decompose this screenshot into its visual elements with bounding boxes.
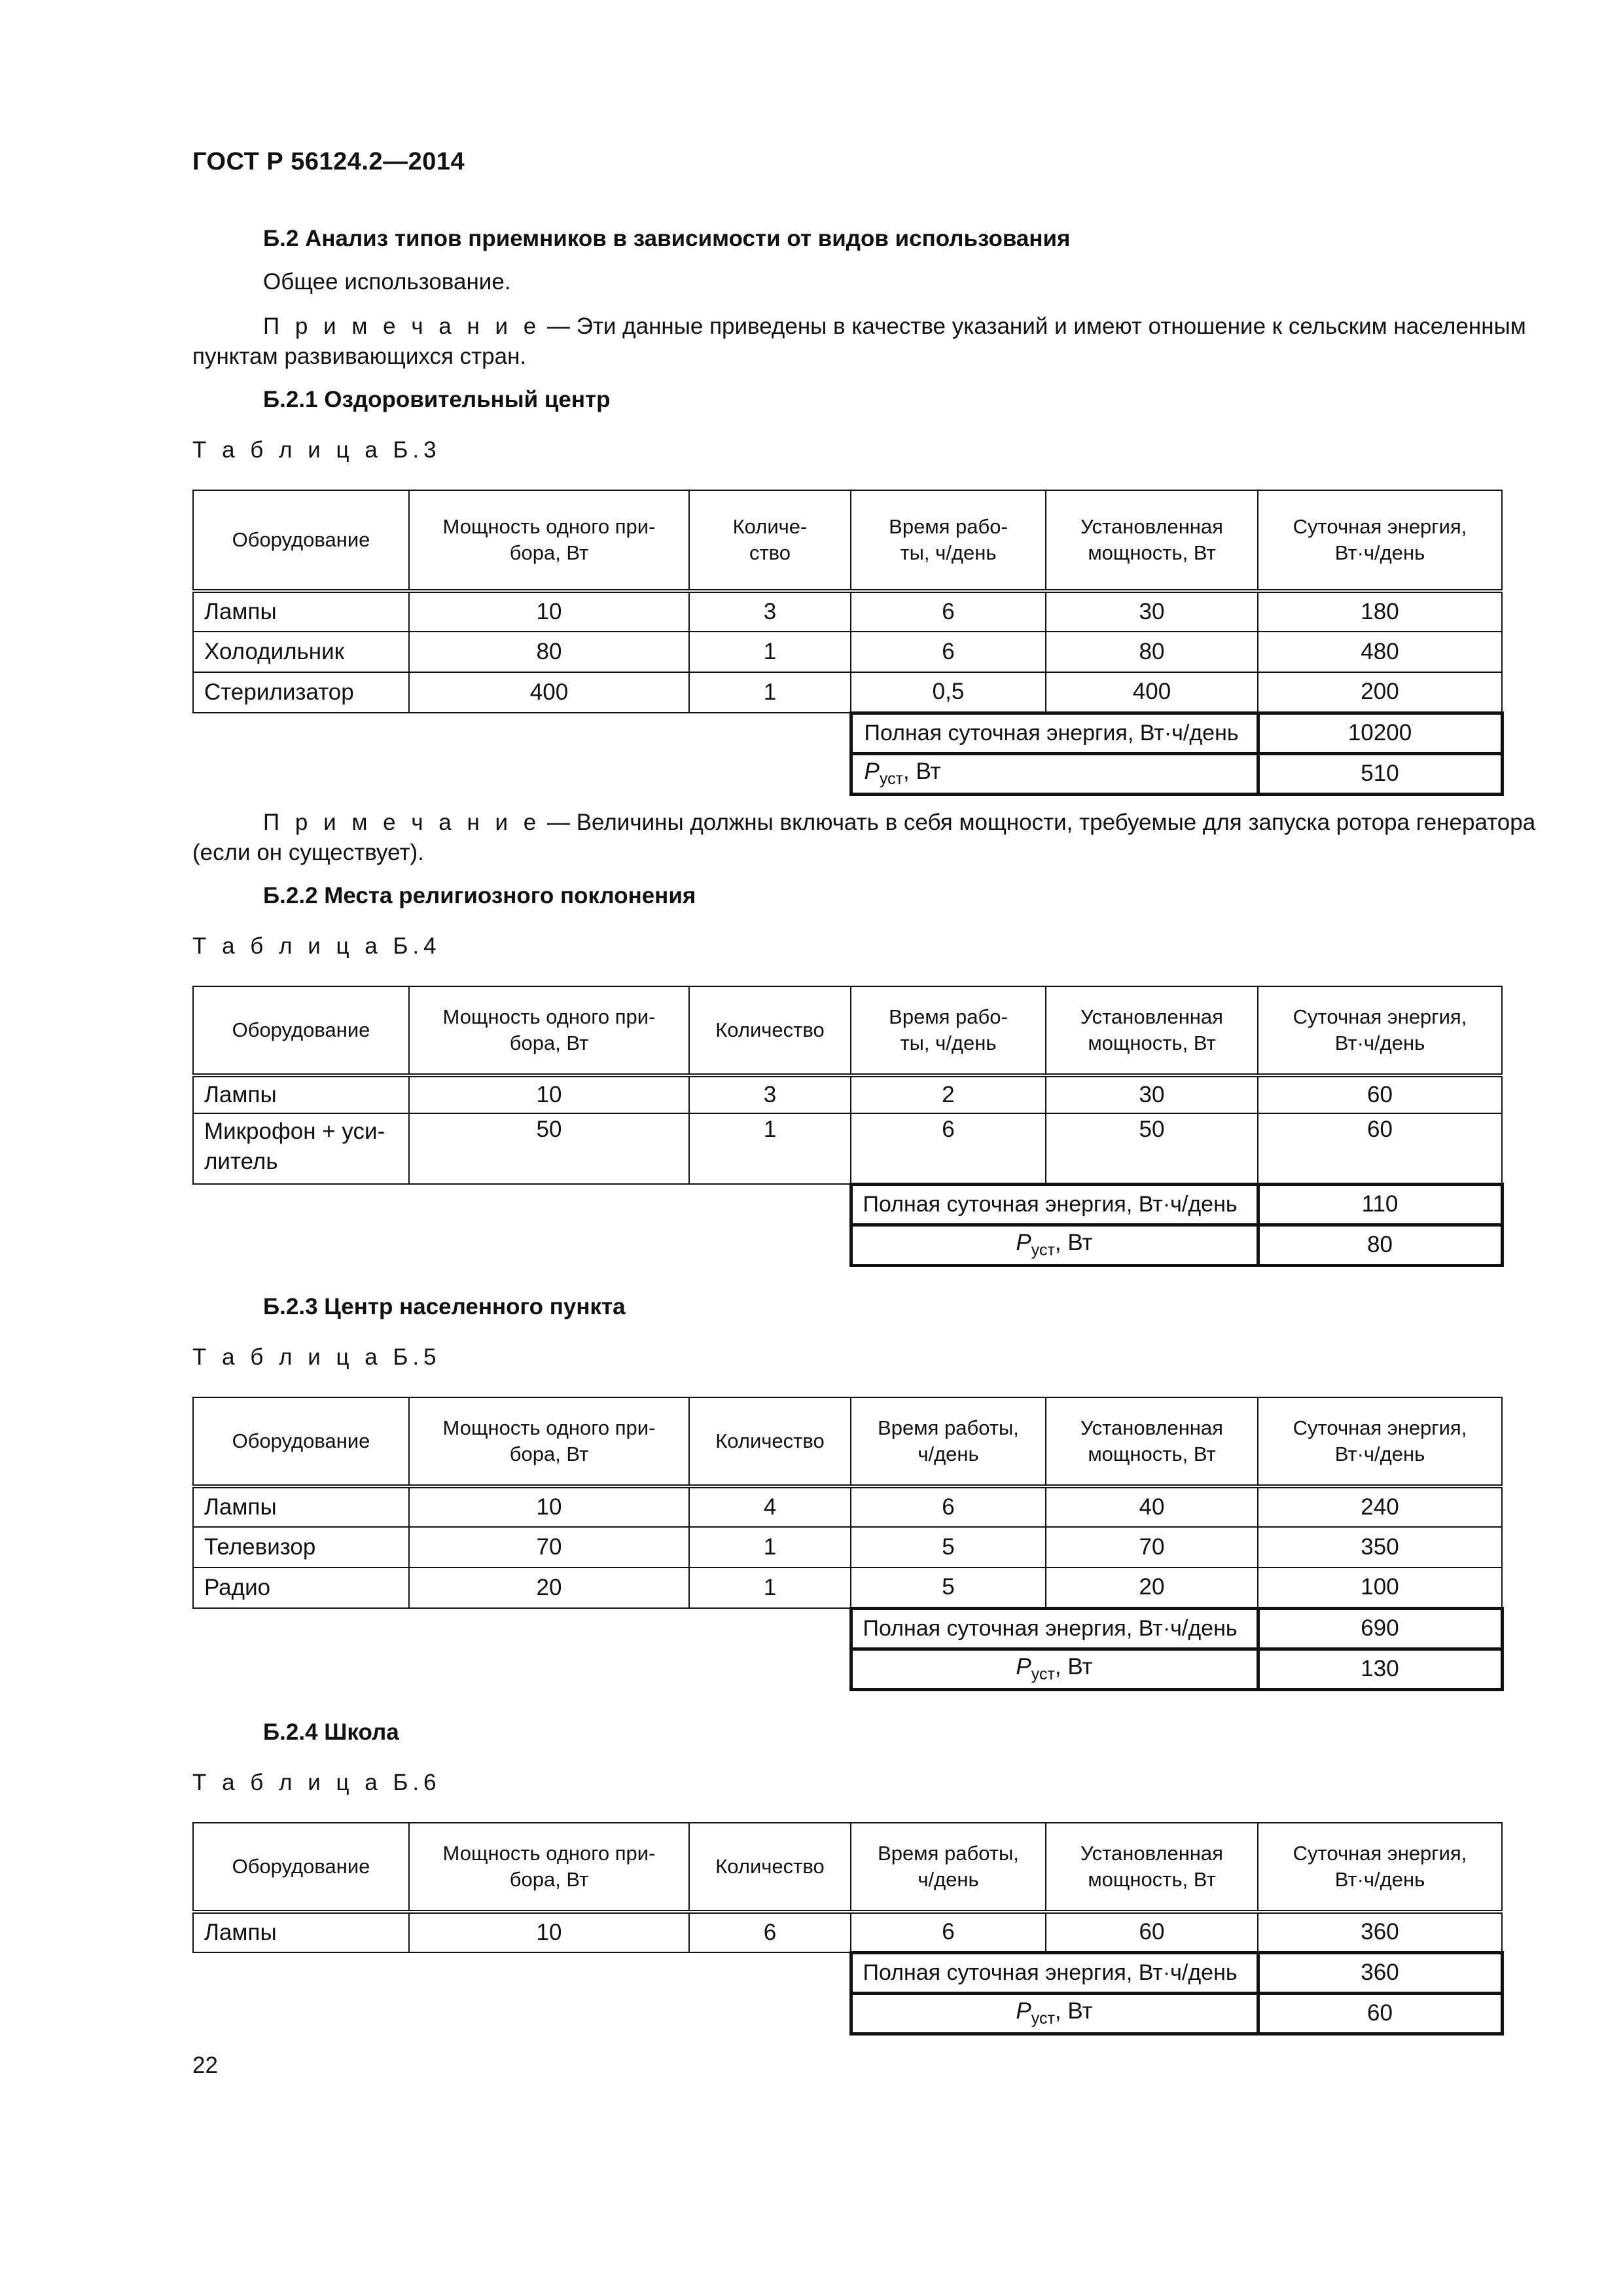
col-qty-line-2: ство bbox=[749, 541, 791, 564]
cell-equipment: Радио bbox=[193, 1568, 409, 1608]
note-2-line-2: (если он существует). bbox=[192, 840, 424, 865]
note-1-line-2: пунктам развивающихся стран. bbox=[192, 344, 527, 369]
col-time-line-2: ты, ч/день bbox=[900, 541, 997, 564]
col-equipment: Оборудование bbox=[193, 490, 409, 591]
table-b5 bbox=[192, 1397, 1504, 1691]
col-inst-line-2: мощность, Вт bbox=[1088, 1443, 1216, 1465]
cell-equipment: Лампы bbox=[193, 1486, 409, 1527]
cell-qty: 1 bbox=[689, 1113, 851, 1184]
total-energy-value: 10200 bbox=[1258, 713, 1502, 753]
cell-equipment: Лампы bbox=[193, 1912, 409, 1952]
cell-equipment: Стерилизатор bbox=[193, 672, 409, 713]
table-header-row bbox=[193, 490, 1502, 591]
cell-equipment: Холодильник bbox=[193, 632, 409, 672]
table-b3 bbox=[192, 490, 1504, 796]
col-daily-line-1: Суточная энергия, bbox=[1293, 515, 1467, 538]
cell-time: 6 bbox=[851, 591, 1046, 632]
p-unit: , Вт bbox=[1054, 1654, 1093, 1679]
col-power bbox=[409, 1397, 689, 1486]
p-subscript: уст bbox=[1031, 2009, 1055, 2028]
installed-power-value: 80 bbox=[1258, 1225, 1502, 1265]
p-unit: , Вт bbox=[1054, 1998, 1093, 2024]
col-daily-line-2: Вт·ч/день bbox=[1334, 1443, 1425, 1465]
installed-power-value: 510 bbox=[1258, 753, 1502, 794]
table-row bbox=[193, 672, 1502, 713]
note-1-prefix: П р и м е ч а н и е bbox=[263, 314, 541, 339]
col-installed bbox=[1046, 1823, 1258, 1912]
col-daily-line-1: Суточная энергия, bbox=[1293, 1005, 1467, 1028]
installed-power-row bbox=[193, 1649, 1502, 1689]
col-time bbox=[851, 1823, 1046, 1912]
p-unit: , Вт bbox=[903, 759, 941, 784]
col-time-line-1: Время работы, bbox=[878, 1842, 1019, 1865]
installed-power-value: 60 bbox=[1258, 1993, 1502, 2034]
note-1-text: — Эти данные приведены в качестве указаний и имеют отношение к сельским населенным bbox=[541, 314, 1526, 339]
installed-power-value: 130 bbox=[1258, 1649, 1502, 1689]
col-daily bbox=[1258, 1823, 1502, 1912]
total-energy-row bbox=[193, 713, 1502, 753]
cell-time: 0,5 bbox=[851, 672, 1046, 713]
cell-installed: 20 bbox=[1046, 1568, 1258, 1608]
col-installed bbox=[1046, 986, 1258, 1075]
col-power-line-1: Мощность одного при- bbox=[442, 1005, 656, 1028]
col-quantity: Количество bbox=[689, 1397, 851, 1486]
cell-installed: 60 bbox=[1046, 1912, 1258, 1952]
cell-power: 10 bbox=[409, 1075, 689, 1113]
cell-time: 5 bbox=[851, 1527, 1046, 1568]
empty-cell bbox=[193, 1952, 851, 1993]
cell-daily: 200 bbox=[1258, 672, 1502, 713]
cell-daily: 360 bbox=[1258, 1912, 1502, 1952]
col-time-line-2: ты, ч/день bbox=[900, 1031, 997, 1054]
cell-daily: 350 bbox=[1258, 1527, 1502, 1568]
col-inst-line-1: Установленная bbox=[1080, 1005, 1223, 1028]
table-row bbox=[193, 591, 1502, 632]
cell-power: 70 bbox=[409, 1527, 689, 1568]
col-time bbox=[851, 490, 1046, 591]
cell-time: 5 bbox=[851, 1568, 1046, 1608]
cell-time: 6 bbox=[851, 632, 1046, 672]
cell-daily: 480 bbox=[1258, 632, 1502, 672]
subsection-heading-b23: Б.2.3 Центр населенного пункта bbox=[263, 1294, 626, 1319]
cell-time: 2 bbox=[851, 1075, 1046, 1113]
section-title: Б.2 Анализ типов приемников в зависимости от видов использования bbox=[263, 226, 1071, 251]
empty-cell bbox=[193, 713, 851, 753]
table-row bbox=[193, 1486, 1502, 1527]
col-time-line-1: Время рабо- bbox=[889, 515, 1008, 538]
installed-power-label bbox=[851, 1649, 1258, 1689]
cell-installed: 30 bbox=[1046, 1075, 1258, 1113]
cell-qty: 1 bbox=[689, 632, 851, 672]
total-energy-label: Полная суточная энергия, Вт·ч/день bbox=[851, 713, 1258, 753]
note-2-prefix: П р и м е ч а н и е bbox=[263, 810, 541, 835]
col-inst-line-2: мощность, Вт bbox=[1088, 1031, 1216, 1054]
col-inst-line-1: Установленная bbox=[1080, 1416, 1223, 1439]
col-power-line-1: Мощность одного при- bbox=[442, 1842, 656, 1865]
installed-power-label bbox=[851, 753, 1258, 794]
note-1-line-1 bbox=[263, 312, 1526, 342]
cell-power: 20 bbox=[409, 1568, 689, 1608]
col-power bbox=[409, 986, 689, 1075]
cell-qty: 3 bbox=[689, 591, 851, 632]
table-row bbox=[193, 1075, 1502, 1113]
col-power-line-1: Мощность одного при- bbox=[442, 1416, 656, 1439]
installed-power-row bbox=[193, 1993, 1502, 2034]
total-energy-label: Полная суточная энергия, Вт·ч/день bbox=[851, 1184, 1258, 1225]
col-daily bbox=[1258, 490, 1502, 591]
cell-equipment: Лампы bbox=[193, 591, 409, 632]
table-row bbox=[193, 1527, 1502, 1568]
cell-time: 6 bbox=[851, 1486, 1046, 1527]
total-energy-label: Полная суточная энергия, Вт·ч/день bbox=[851, 1952, 1258, 1993]
cell-installed: 400 bbox=[1046, 672, 1258, 713]
cell-equipment: Телевизор bbox=[193, 1527, 409, 1568]
table-row bbox=[193, 1113, 1502, 1184]
col-power-line-2: бора, Вт bbox=[509, 541, 589, 564]
col-daily-line-2: Вт·ч/день bbox=[1334, 1868, 1425, 1891]
total-energy-value: 690 bbox=[1258, 1608, 1502, 1649]
cell-time: 6 bbox=[851, 1912, 1046, 1952]
total-energy-row bbox=[193, 1184, 1502, 1225]
table-caption-b3: Т а б л и ц а Б.3 bbox=[192, 437, 441, 463]
total-energy-value: 110 bbox=[1258, 1184, 1502, 1225]
col-qty-line-1: Количе- bbox=[732, 515, 808, 538]
p-subscript: уст bbox=[879, 770, 904, 788]
cell-equipment-line-2: литель bbox=[204, 1149, 278, 1174]
installed-power-row bbox=[193, 1225, 1502, 1265]
cell-daily: 100 bbox=[1258, 1568, 1502, 1608]
p-symbol: P bbox=[864, 759, 880, 784]
table-row bbox=[193, 1912, 1502, 1952]
col-daily-line-1: Суточная энергия, bbox=[1293, 1842, 1467, 1865]
col-inst-line-2: мощность, Вт bbox=[1088, 541, 1216, 564]
table-row bbox=[193, 632, 1502, 672]
col-power-line-2: бора, Вт bbox=[509, 1031, 589, 1054]
col-time bbox=[851, 1397, 1046, 1486]
table-caption-b5: Т а б л и ц а Б.5 bbox=[192, 1344, 441, 1370]
cell-power: 400 bbox=[409, 672, 689, 713]
p-subscript: уст bbox=[1031, 1241, 1055, 1259]
col-inst-line-2: мощность, Вт bbox=[1088, 1868, 1216, 1891]
cell-qty: 6 bbox=[689, 1912, 851, 1952]
col-inst-line-1: Установленная bbox=[1080, 515, 1223, 538]
note-2-line-1 bbox=[263, 808, 1536, 838]
p-symbol: P bbox=[1016, 1230, 1031, 1255]
cell-installed: 70 bbox=[1046, 1527, 1258, 1568]
cell-daily: 180 bbox=[1258, 591, 1502, 632]
col-daily-line-2: Вт·ч/день bbox=[1334, 1031, 1425, 1054]
subsection-heading-b22: Б.2.2 Места религиозного поклонения bbox=[263, 883, 696, 908]
col-daily-line-2: Вт·ч/день bbox=[1334, 541, 1425, 564]
subsection-heading-b21: Б.2.1 Оздоровительный центр bbox=[263, 387, 611, 412]
table-caption-b4: Т а б л и ц а Б.4 bbox=[192, 933, 441, 959]
table-b6 bbox=[192, 1822, 1504, 2036]
cell-power: 10 bbox=[409, 1912, 689, 1952]
col-equipment: Оборудование bbox=[193, 1397, 409, 1486]
col-time-line-2: ч/день bbox=[918, 1443, 979, 1465]
note-2-text: — Величины должны включать в себя мощности, требуемые для запуска ротора генератора bbox=[541, 810, 1536, 835]
cell-installed: 50 bbox=[1046, 1113, 1258, 1184]
p-symbol: P bbox=[1016, 1998, 1031, 2024]
cell-equipment bbox=[193, 1113, 409, 1184]
table-header-row bbox=[193, 1397, 1502, 1486]
table-header-row bbox=[193, 986, 1502, 1075]
total-energy-label: Полная суточная энергия, Вт·ч/день bbox=[851, 1608, 1258, 1649]
empty-cell bbox=[193, 1993, 851, 2034]
installed-power-label bbox=[851, 1225, 1258, 1265]
col-time-line-1: Время рабо- bbox=[889, 1005, 1008, 1028]
cell-equipment: Лампы bbox=[193, 1075, 409, 1113]
p-symbol: P bbox=[1016, 1654, 1031, 1679]
col-daily-line-1: Суточная энергия, bbox=[1293, 1416, 1467, 1439]
col-time-line-1: Время работы, bbox=[878, 1416, 1019, 1439]
installed-power-label bbox=[851, 1993, 1258, 2034]
cell-qty: 1 bbox=[689, 1527, 851, 1568]
table-row bbox=[193, 1568, 1502, 1608]
empty-cell bbox=[193, 1649, 851, 1689]
empty-cell bbox=[193, 753, 851, 794]
cell-equipment-line-1: Микрофон + уси- bbox=[204, 1119, 385, 1144]
empty-cell bbox=[193, 1608, 851, 1649]
total-energy-row bbox=[193, 1952, 1502, 1993]
cell-installed: 80 bbox=[1046, 632, 1258, 672]
col-power bbox=[409, 1823, 689, 1912]
total-energy-row bbox=[193, 1608, 1502, 1649]
cell-qty: 4 bbox=[689, 1486, 851, 1527]
col-quantity bbox=[689, 490, 851, 591]
col-equipment: Оборудование bbox=[193, 986, 409, 1075]
cell-power: 10 bbox=[409, 591, 689, 632]
col-time-line-2: ч/день bbox=[918, 1868, 979, 1891]
col-installed bbox=[1046, 1397, 1258, 1486]
cell-power: 80 bbox=[409, 632, 689, 672]
cell-installed: 40 bbox=[1046, 1486, 1258, 1527]
col-quantity: Количество bbox=[689, 1823, 851, 1912]
table-b4 bbox=[192, 986, 1504, 1267]
cell-installed: 30 bbox=[1046, 591, 1258, 632]
subsection-heading-b24: Б.2.4 Школа bbox=[263, 1719, 399, 1745]
cell-power: 10 bbox=[409, 1486, 689, 1527]
col-quantity: Количество bbox=[689, 986, 851, 1075]
cell-time: 6 bbox=[851, 1113, 1046, 1184]
document-header: ГОСТ Р 56124.2—2014 bbox=[192, 148, 465, 175]
col-installed bbox=[1046, 490, 1258, 591]
page-number: 22 bbox=[192, 2053, 218, 2078]
p-subscript: уст bbox=[1031, 1665, 1055, 1683]
cell-qty: 1 bbox=[689, 1568, 851, 1608]
empty-cell bbox=[193, 1225, 851, 1265]
empty-cell bbox=[193, 1184, 851, 1225]
col-power-line-2: бора, Вт bbox=[509, 1868, 589, 1891]
table-header-row bbox=[193, 1823, 1502, 1912]
installed-power-row bbox=[193, 753, 1502, 794]
col-equipment: Оборудование bbox=[193, 1823, 409, 1912]
total-energy-value: 360 bbox=[1258, 1952, 1502, 1993]
col-power-line-1: Мощность одного при- bbox=[442, 515, 656, 538]
cell-qty: 3 bbox=[689, 1075, 851, 1113]
cell-power: 50 bbox=[409, 1113, 689, 1184]
general-use-text: Общее использование. bbox=[263, 269, 511, 295]
table-caption-b6: Т а б л и ц а Б.6 bbox=[192, 1770, 441, 1795]
cell-daily: 60 bbox=[1258, 1113, 1502, 1184]
col-power-line-2: бора, Вт bbox=[509, 1443, 589, 1465]
col-inst-line-1: Установленная bbox=[1080, 1842, 1223, 1865]
col-power bbox=[409, 490, 689, 591]
col-daily bbox=[1258, 1397, 1502, 1486]
cell-qty: 1 bbox=[689, 672, 851, 713]
p-unit: , Вт bbox=[1054, 1230, 1093, 1255]
cell-daily: 60 bbox=[1258, 1075, 1502, 1113]
cell-daily: 240 bbox=[1258, 1486, 1502, 1527]
col-time bbox=[851, 986, 1046, 1075]
col-daily bbox=[1258, 986, 1502, 1075]
